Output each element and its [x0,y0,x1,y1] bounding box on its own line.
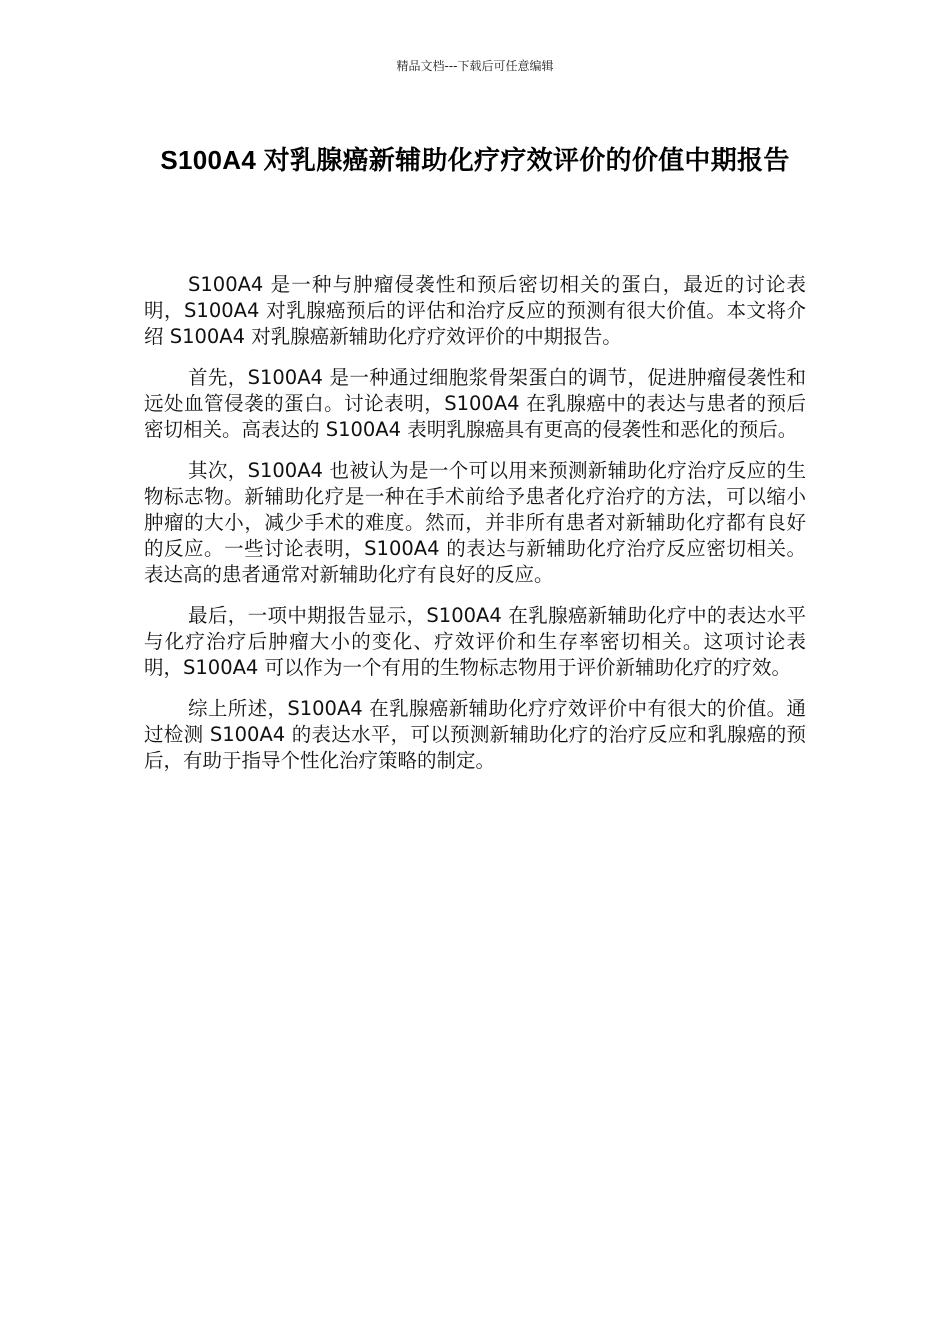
paragraph-first: 首先，S100A4 是一种通过细胞浆骨架蛋白的调节，促进肿瘤侵袭性和远处血管侵袭的蛋白。讨论表明，S100A4 在乳腺癌中的表达与患者的预后密切相关。高表达的 S100A4 表明乳腺癌具有更高的侵袭性和恶化的预后。 [144,366,806,441]
paragraph-intro: S100A4 是一种与肿瘤侵袭性和预后密切相关的蛋白，最近的讨论表明，S100A4 对乳腺癌预后的评估和治疗反应的预测有很大价值。本文将介绍 S100A4 对乳腺癌新辅助化疗疗效评价的中期报告。 [144,273,806,348]
paragraph-second: 其次，S100A4 也被认为是一个可以用来预测新辅助化疗治疗反应的生物标志物。新辅助化疗是一种在手术前给予患者化疗治疗的方法，可以缩小肿瘤的大小，减少手术的难度。然而，并非所有患者对新辅助化疗都有良好的反应。一些讨论表明，S100A4 的表达与新辅助化疗治疗反应密切相关。表达高的患者通常对新辅助化疗有良好的反应。 [144,459,806,586]
paragraph-last: 最后，一项中期报告显示，S100A4 在乳腺癌新辅助化疗中的表达水平与化疗治疗后肿瘤大小的变化、疗效评价和生存率密切相关。这项讨论表明，S100A4 可以作为一个有用的生物标志物用于评价新辅助化疗的疗效。 [144,604,806,679]
paragraph-summary: 综上所述，S100A4 在乳腺癌新辅助化疗疗效评价中有很大的价值。通过检测 S100A4 的表达水平，可以预测新辅助化疗的治疗反应和乳腺癌的预后，有助于指导个性化治疗策略的制定。 [144,697,806,772]
header-note: 精品文档---下载后可任意编辑 [396,59,554,73]
document-body [144,272,806,789]
document-title: S100A4 对乳腺癌新辅助化疗疗效评价的价值中期报告 [160,145,790,175]
